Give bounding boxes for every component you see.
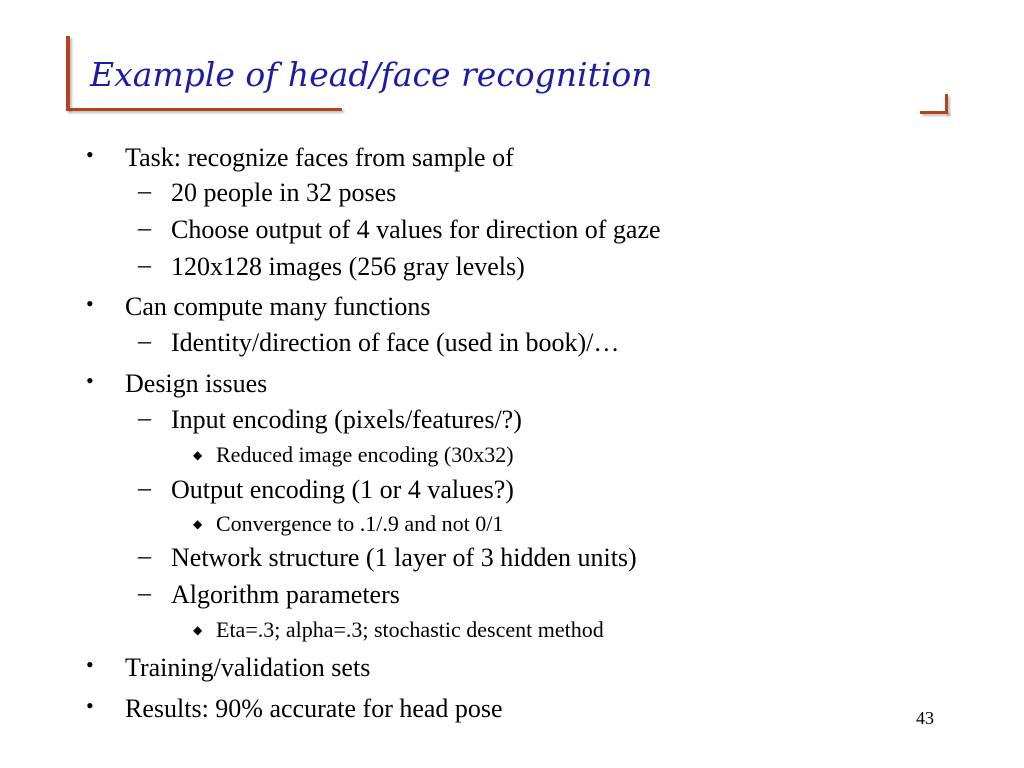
diamond-icon: ◆ — [193, 517, 203, 531]
dash-icon: – — [138, 473, 151, 502]
sub-bullet-text: Algorithm parameters — [171, 580, 400, 609]
bullet-dot-icon: • — [86, 652, 94, 677]
bullet-dot-icon: • — [86, 368, 94, 393]
sub-sub-bullet-text: Reduced image encoding (30x32) — [216, 442, 514, 467]
diamond-icon: ◆ — [193, 623, 203, 637]
dash-icon: – — [138, 213, 151, 242]
bullet-dot-icon: • — [86, 291, 94, 316]
sub-bullet-text: Network structure (1 layer of 3 hidden units) — [171, 543, 637, 572]
bullet-text: Task: recognize faces from sample of — [125, 143, 514, 172]
sub-bullet-text: Identity/direction of face (used in book)/… — [171, 328, 620, 357]
page-number: 43 — [916, 708, 934, 728]
sub-bullet-text: Input encoding (pixels/features/?) — [171, 405, 522, 434]
sub-sub-bullet-text: Convergence to .1/.9 and not 0/1 — [216, 511, 504, 536]
sub-bullet-text: Output encoding (1 or 4 values?) — [171, 475, 514, 504]
dash-icon: – — [138, 403, 151, 432]
dash-icon: – — [138, 250, 151, 279]
sub-sub-bullet-text: Eta=.3; alpha=.3; stochastic descent method — [216, 617, 604, 642]
bullet-text: Design issues — [125, 369, 268, 398]
dash-icon: – — [138, 578, 151, 607]
sub-bullet-text: Choose output of 4 values for direction of gaze — [171, 215, 661, 244]
bullet-dot-icon: • — [86, 693, 94, 718]
bullet-text: Results: 90% accurate for head pose — [125, 694, 503, 723]
dash-icon: – — [138, 326, 151, 355]
bullet-dot-icon: • — [86, 142, 94, 167]
sub-bullet-text: 120x128 images (256 gray levels) — [171, 252, 525, 281]
sub-bullet-text: 20 people in 32 poses — [171, 178, 397, 207]
dash-icon: – — [138, 176, 151, 205]
bullet-text: Training/validation sets — [125, 653, 371, 682]
dash-icon: – — [138, 541, 151, 570]
bullet-text: Can compute many functions — [125, 292, 431, 321]
diamond-icon: ◆ — [193, 448, 203, 462]
slide-title: Example of head/face recognition — [90, 55, 653, 94]
